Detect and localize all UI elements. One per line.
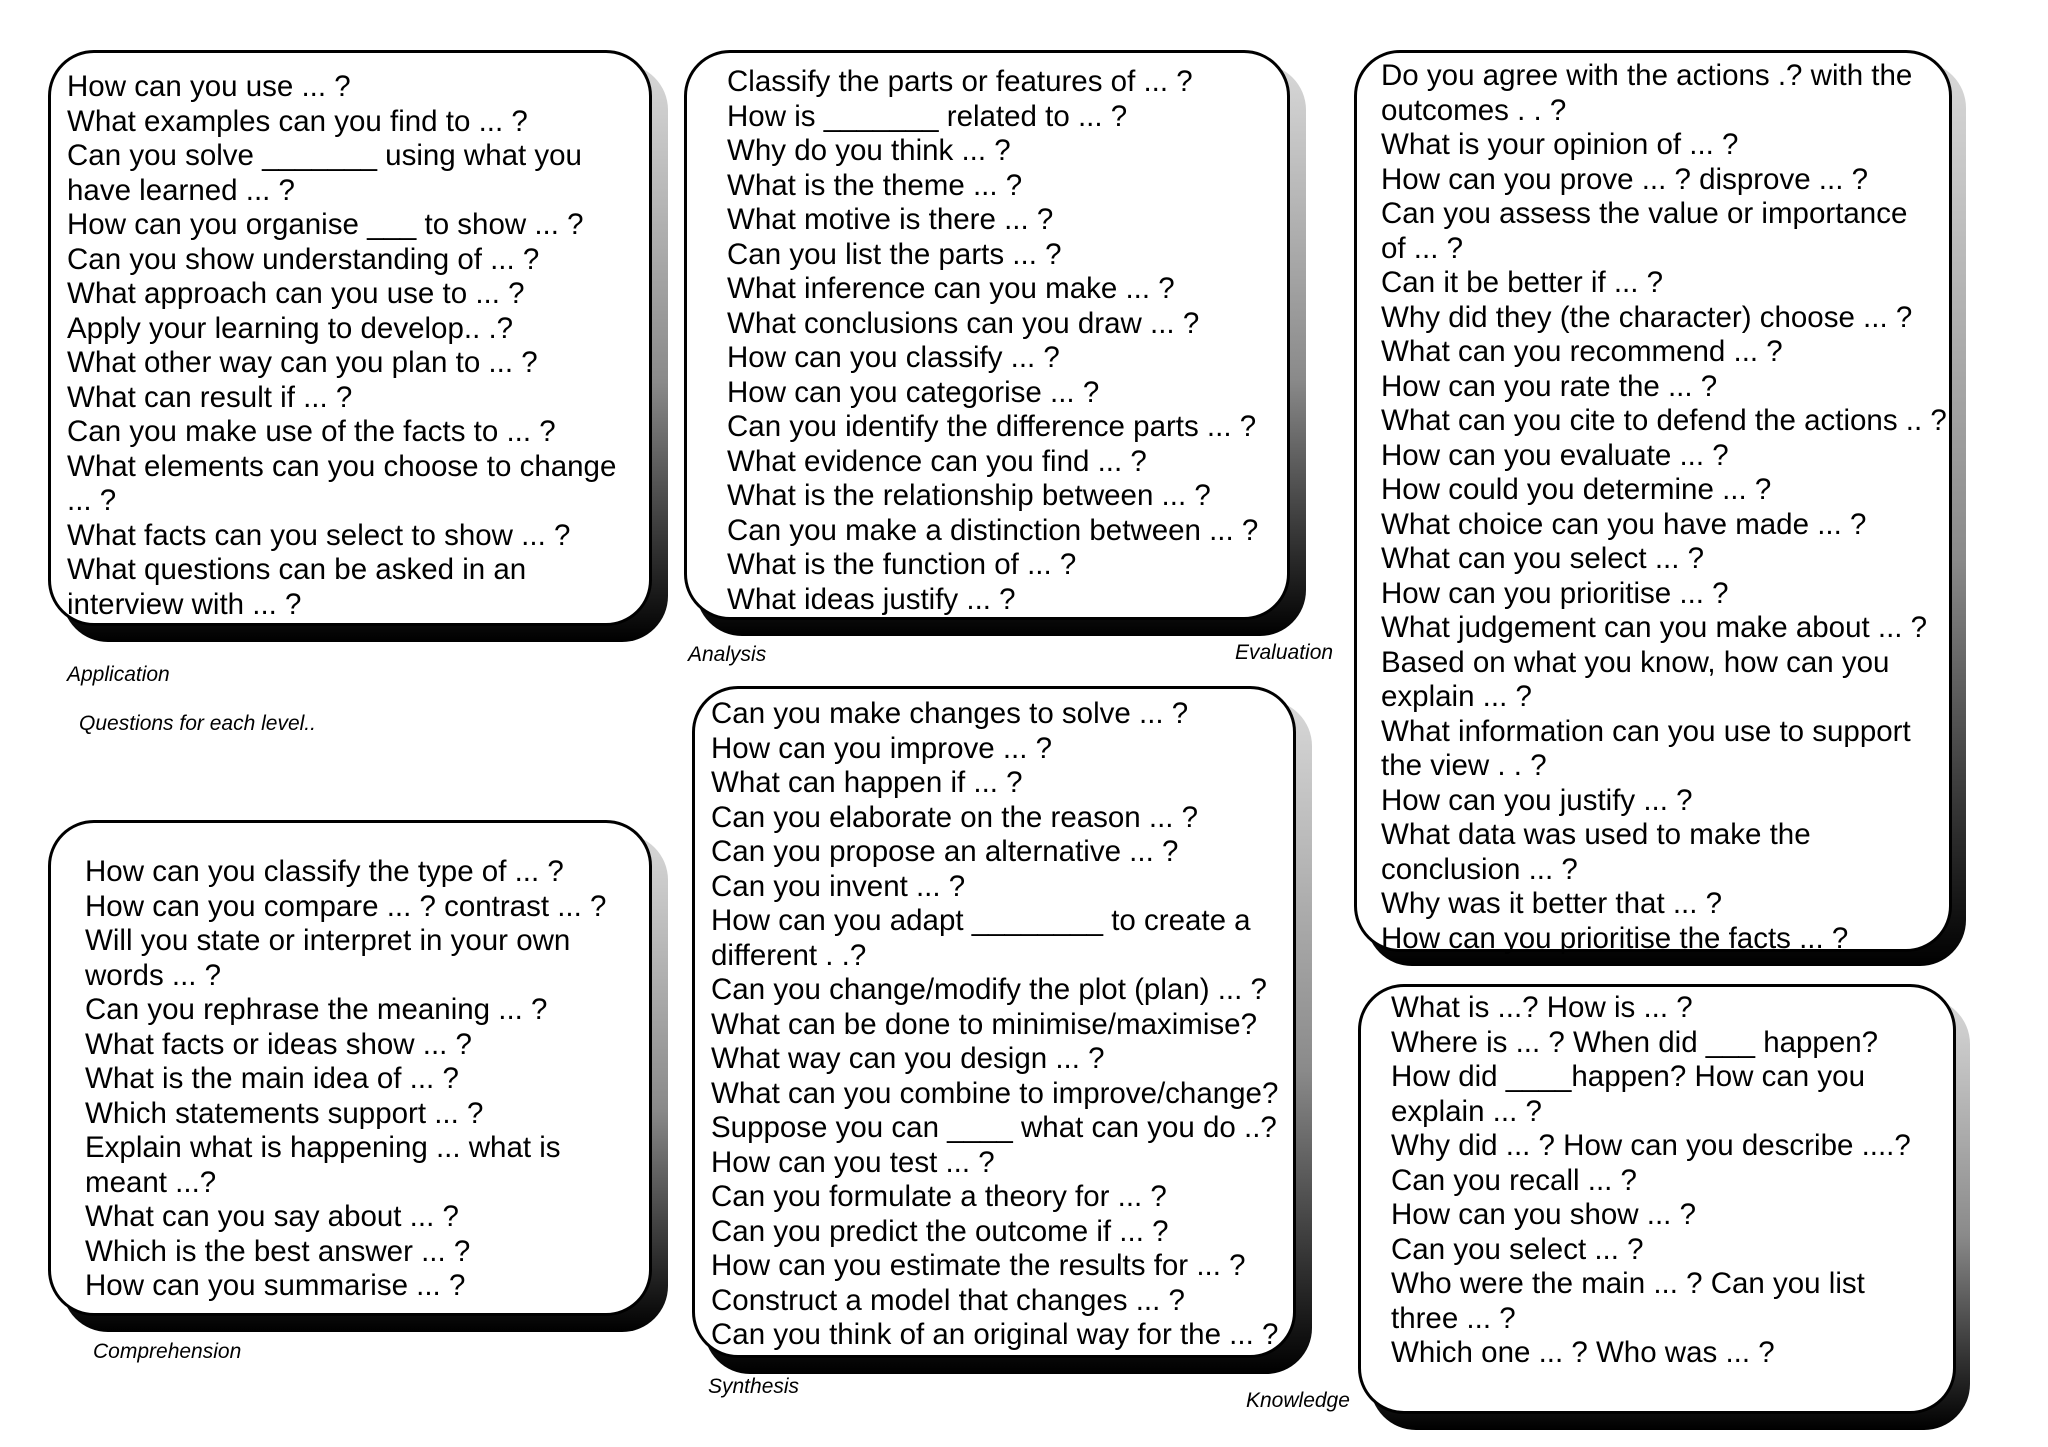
question-line: explain ... ? bbox=[1391, 1094, 1542, 1128]
question-line: Can you formulate a theory for ... ? bbox=[711, 1180, 1167, 1213]
question-line: Can you solve _______ using what you bbox=[67, 139, 582, 172]
question-line: meant ...? bbox=[85, 1165, 217, 1199]
question-line: Suppose you can ____ what can you do ..? bbox=[711, 1111, 1277, 1144]
question-line: Why did they (the character) choose ... ? bbox=[1381, 300, 1913, 334]
knowledge-questions bbox=[1391, 991, 1911, 1371]
question-line: What elements can you choose to change bbox=[67, 449, 617, 483]
question-line: How can you prioritise ... ? bbox=[1381, 576, 1729, 610]
question-line: conclusion ... ? bbox=[1381, 852, 1578, 886]
question-line: What conclusions can you draw ... ? bbox=[727, 306, 1200, 340]
question-line: words ... ? bbox=[85, 958, 222, 992]
question-line: interview with ... ? bbox=[67, 587, 302, 621]
question-line: What facts or ideas show ... ? bbox=[85, 1027, 472, 1061]
question-line: How can you estimate the results for ... ? bbox=[711, 1249, 1246, 1282]
question-line: What ideas justify ... ? bbox=[727, 582, 1016, 616]
question-line: What examples can you find to ... ? bbox=[67, 104, 528, 138]
question-line: outcomes . . ? bbox=[1381, 93, 1567, 127]
question-line: Can you rephrase the meaning ... ? bbox=[85, 993, 548, 1026]
question-line: Which is the best answer ... ? bbox=[85, 1234, 471, 1268]
question-line: What is the function of ... ? bbox=[727, 548, 1077, 581]
question-line: What is your opinion of ... ? bbox=[1381, 128, 1739, 161]
question-line: Why do you think ... ? bbox=[727, 134, 1011, 167]
question-line: What can happen if ... ? bbox=[711, 766, 1023, 799]
question-line: How can you classify ... ? bbox=[727, 341, 1060, 374]
question-line: How can you classify the type of ... ? bbox=[85, 855, 564, 888]
comprehension-card bbox=[48, 820, 652, 1316]
comprehension-questions bbox=[85, 855, 606, 1304]
question-line: of ... ? bbox=[1381, 231, 1463, 265]
question-line: How can you categorise ... ? bbox=[727, 375, 1100, 409]
question-line: What facts can you select to show ... ? bbox=[67, 518, 571, 552]
question-line: Can you elaborate on the reason ... ? bbox=[711, 800, 1199, 834]
question-line: How can you adapt ________ to create a bbox=[711, 904, 1251, 937]
question-line: Which statements support ... ? bbox=[85, 1096, 484, 1130]
question-line: Can you predict the outcome if ... ? bbox=[711, 1214, 1169, 1248]
application-card bbox=[48, 50, 652, 626]
question-line: What other way can you plan to ... ? bbox=[67, 346, 538, 379]
question-line: What approach can you use to ... ? bbox=[67, 277, 525, 310]
question-line: Can you show understanding of ... ? bbox=[67, 242, 540, 276]
question-line: Can you identify the difference parts ... ? bbox=[727, 410, 1257, 443]
question-line: Can you list the parts ... ? bbox=[727, 237, 1062, 271]
question-line: Can you select ... ? bbox=[1391, 1232, 1644, 1266]
question-line: Can it be better if ... ? bbox=[1381, 266, 1664, 299]
analysis-label: Analysis bbox=[688, 643, 767, 666]
question-line: Based on what you know, how can you bbox=[1381, 645, 1890, 679]
question-line: How can you justify ... ? bbox=[1381, 783, 1693, 817]
synthesis-label: Synthesis bbox=[708, 1375, 800, 1398]
question-line: How can you show ... ? bbox=[1391, 1198, 1696, 1231]
question-line: How can you organise ___ to show ... ? bbox=[67, 208, 584, 241]
question-line: Can you assess the value or importance bbox=[1381, 197, 1908, 230]
question-line: How can you prove ... ? disprove ... ? bbox=[1381, 162, 1868, 196]
question-line: How can you summarise ... ? bbox=[85, 1269, 466, 1302]
question-line: How is _______ related to ... ? bbox=[727, 99, 1128, 133]
question-line: Can you make a distinction between ... ? bbox=[727, 513, 1259, 547]
question-line: Which one ... ? Who was ... ? bbox=[1391, 1336, 1775, 1369]
question-line: What motive is there ... ? bbox=[727, 203, 1054, 236]
question-line: Construct a model that changes ... ? bbox=[711, 1283, 1185, 1317]
question-line: What is ...? How is ... ? bbox=[1391, 991, 1693, 1024]
question-line: What inference can you make ... ? bbox=[727, 272, 1175, 305]
question-line: What questions can be asked in an bbox=[67, 553, 527, 586]
question-line: Can you recall ... ? bbox=[1391, 1163, 1637, 1197]
question-line: the view . . ? bbox=[1381, 749, 1547, 782]
question-line: What can you select ... ? bbox=[1381, 542, 1705, 575]
question-line: What data was used to make the bbox=[1381, 818, 1811, 851]
question-line: What can result if ... ? bbox=[67, 380, 353, 414]
question-line: What can you say about ... ? bbox=[85, 1200, 459, 1233]
question-line: What is the main idea of ... ? bbox=[85, 1062, 459, 1095]
question-line: What is the relationship between ... ? bbox=[727, 479, 1211, 512]
application-label: Application bbox=[67, 663, 170, 686]
question-line: Explain what is happening ... what is bbox=[85, 1131, 561, 1164]
questions-note: Questions for each level.. bbox=[79, 712, 316, 735]
question-line: What way can you design ... ? bbox=[711, 1042, 1105, 1075]
synthesis-questions bbox=[711, 697, 1278, 1353]
question-line: How can you compare ... ? contrast ... ? bbox=[85, 889, 607, 923]
analysis-questions bbox=[727, 65, 1258, 617]
question-line: What can you cite to defend the actions .. ? bbox=[1381, 404, 1947, 437]
question-line: Can you propose an alternative ... ? bbox=[711, 835, 1179, 868]
question-line: What can you combine to improve/change? bbox=[711, 1076, 1279, 1110]
question-line: different . .? bbox=[711, 938, 867, 972]
question-line: How can you improve ... ? bbox=[711, 731, 1053, 765]
question-line: What is the theme ... ? bbox=[727, 168, 1023, 202]
question-line: What can be done to minimise/maximise? bbox=[711, 1007, 1257, 1041]
evaluation-card bbox=[1354, 50, 1952, 955]
question-line: Apply your learning to develop.. .? bbox=[67, 311, 514, 345]
question-line: Can you make changes to solve ... ? bbox=[711, 697, 1189, 730]
question-line: How can you use ... ? bbox=[67, 70, 351, 103]
question-line: How can you prioritise the facts ... ? bbox=[1381, 921, 1849, 955]
question-line: Can you think of an original way for the ... ? bbox=[711, 1318, 1279, 1351]
question-line: three ... ? bbox=[1391, 1301, 1516, 1335]
question-line: Can you invent ... ? bbox=[711, 869, 966, 903]
synthesis-card bbox=[692, 686, 1296, 1358]
question-line: What evidence can you find ... ? bbox=[727, 444, 1147, 478]
question-line: have learned ... ? bbox=[67, 173, 295, 207]
question-line: What choice can you have made ... ? bbox=[1381, 507, 1867, 541]
question-line: ... ? bbox=[67, 484, 117, 517]
question-line: Where is ... ? When did ___ happen? bbox=[1391, 1025, 1879, 1059]
application-questions bbox=[67, 70, 616, 622]
question-line: How did ____happen? How can you bbox=[1391, 1060, 1865, 1093]
question-line: How can you test ... ? bbox=[711, 1145, 995, 1179]
question-line: How could you determine ... ? bbox=[1381, 473, 1772, 506]
knowledge-card bbox=[1358, 984, 1956, 1414]
evaluation-questions bbox=[1381, 59, 1947, 956]
analysis-card bbox=[684, 50, 1290, 620]
question-line: Can you make use of the facts to ... ? bbox=[67, 415, 556, 448]
knowledge-label: Knowledge bbox=[1246, 1389, 1350, 1412]
evaluation-label: Evaluation bbox=[1235, 641, 1334, 664]
question-line: explain ... ? bbox=[1381, 680, 1532, 713]
question-line: Classify the parts or features of ... ? bbox=[727, 65, 1193, 98]
question-line: What judgement can you make about ... ? bbox=[1381, 611, 1928, 644]
question-line: Do you agree with the actions .? with the bbox=[1381, 59, 1913, 92]
question-line: Can you change/modify the plot (plan) ... ? bbox=[711, 973, 1267, 1006]
question-line: Why was it better that ... ? bbox=[1381, 887, 1723, 920]
question-line: How can you rate the ... ? bbox=[1381, 369, 1718, 403]
comprehension-label: Comprehension bbox=[93, 1340, 242, 1363]
question-line: How can you evaluate ... ? bbox=[1381, 438, 1729, 472]
question-line: What information can you use to support bbox=[1381, 714, 1911, 748]
question-line: What can you recommend ... ? bbox=[1381, 335, 1783, 368]
question-line: Why did ... ? How can you describe ....? bbox=[1391, 1129, 1911, 1162]
question-line: Who were the main ... ? Can you list bbox=[1391, 1267, 1865, 1300]
question-line: Will you state or interpret in your own bbox=[85, 924, 571, 957]
